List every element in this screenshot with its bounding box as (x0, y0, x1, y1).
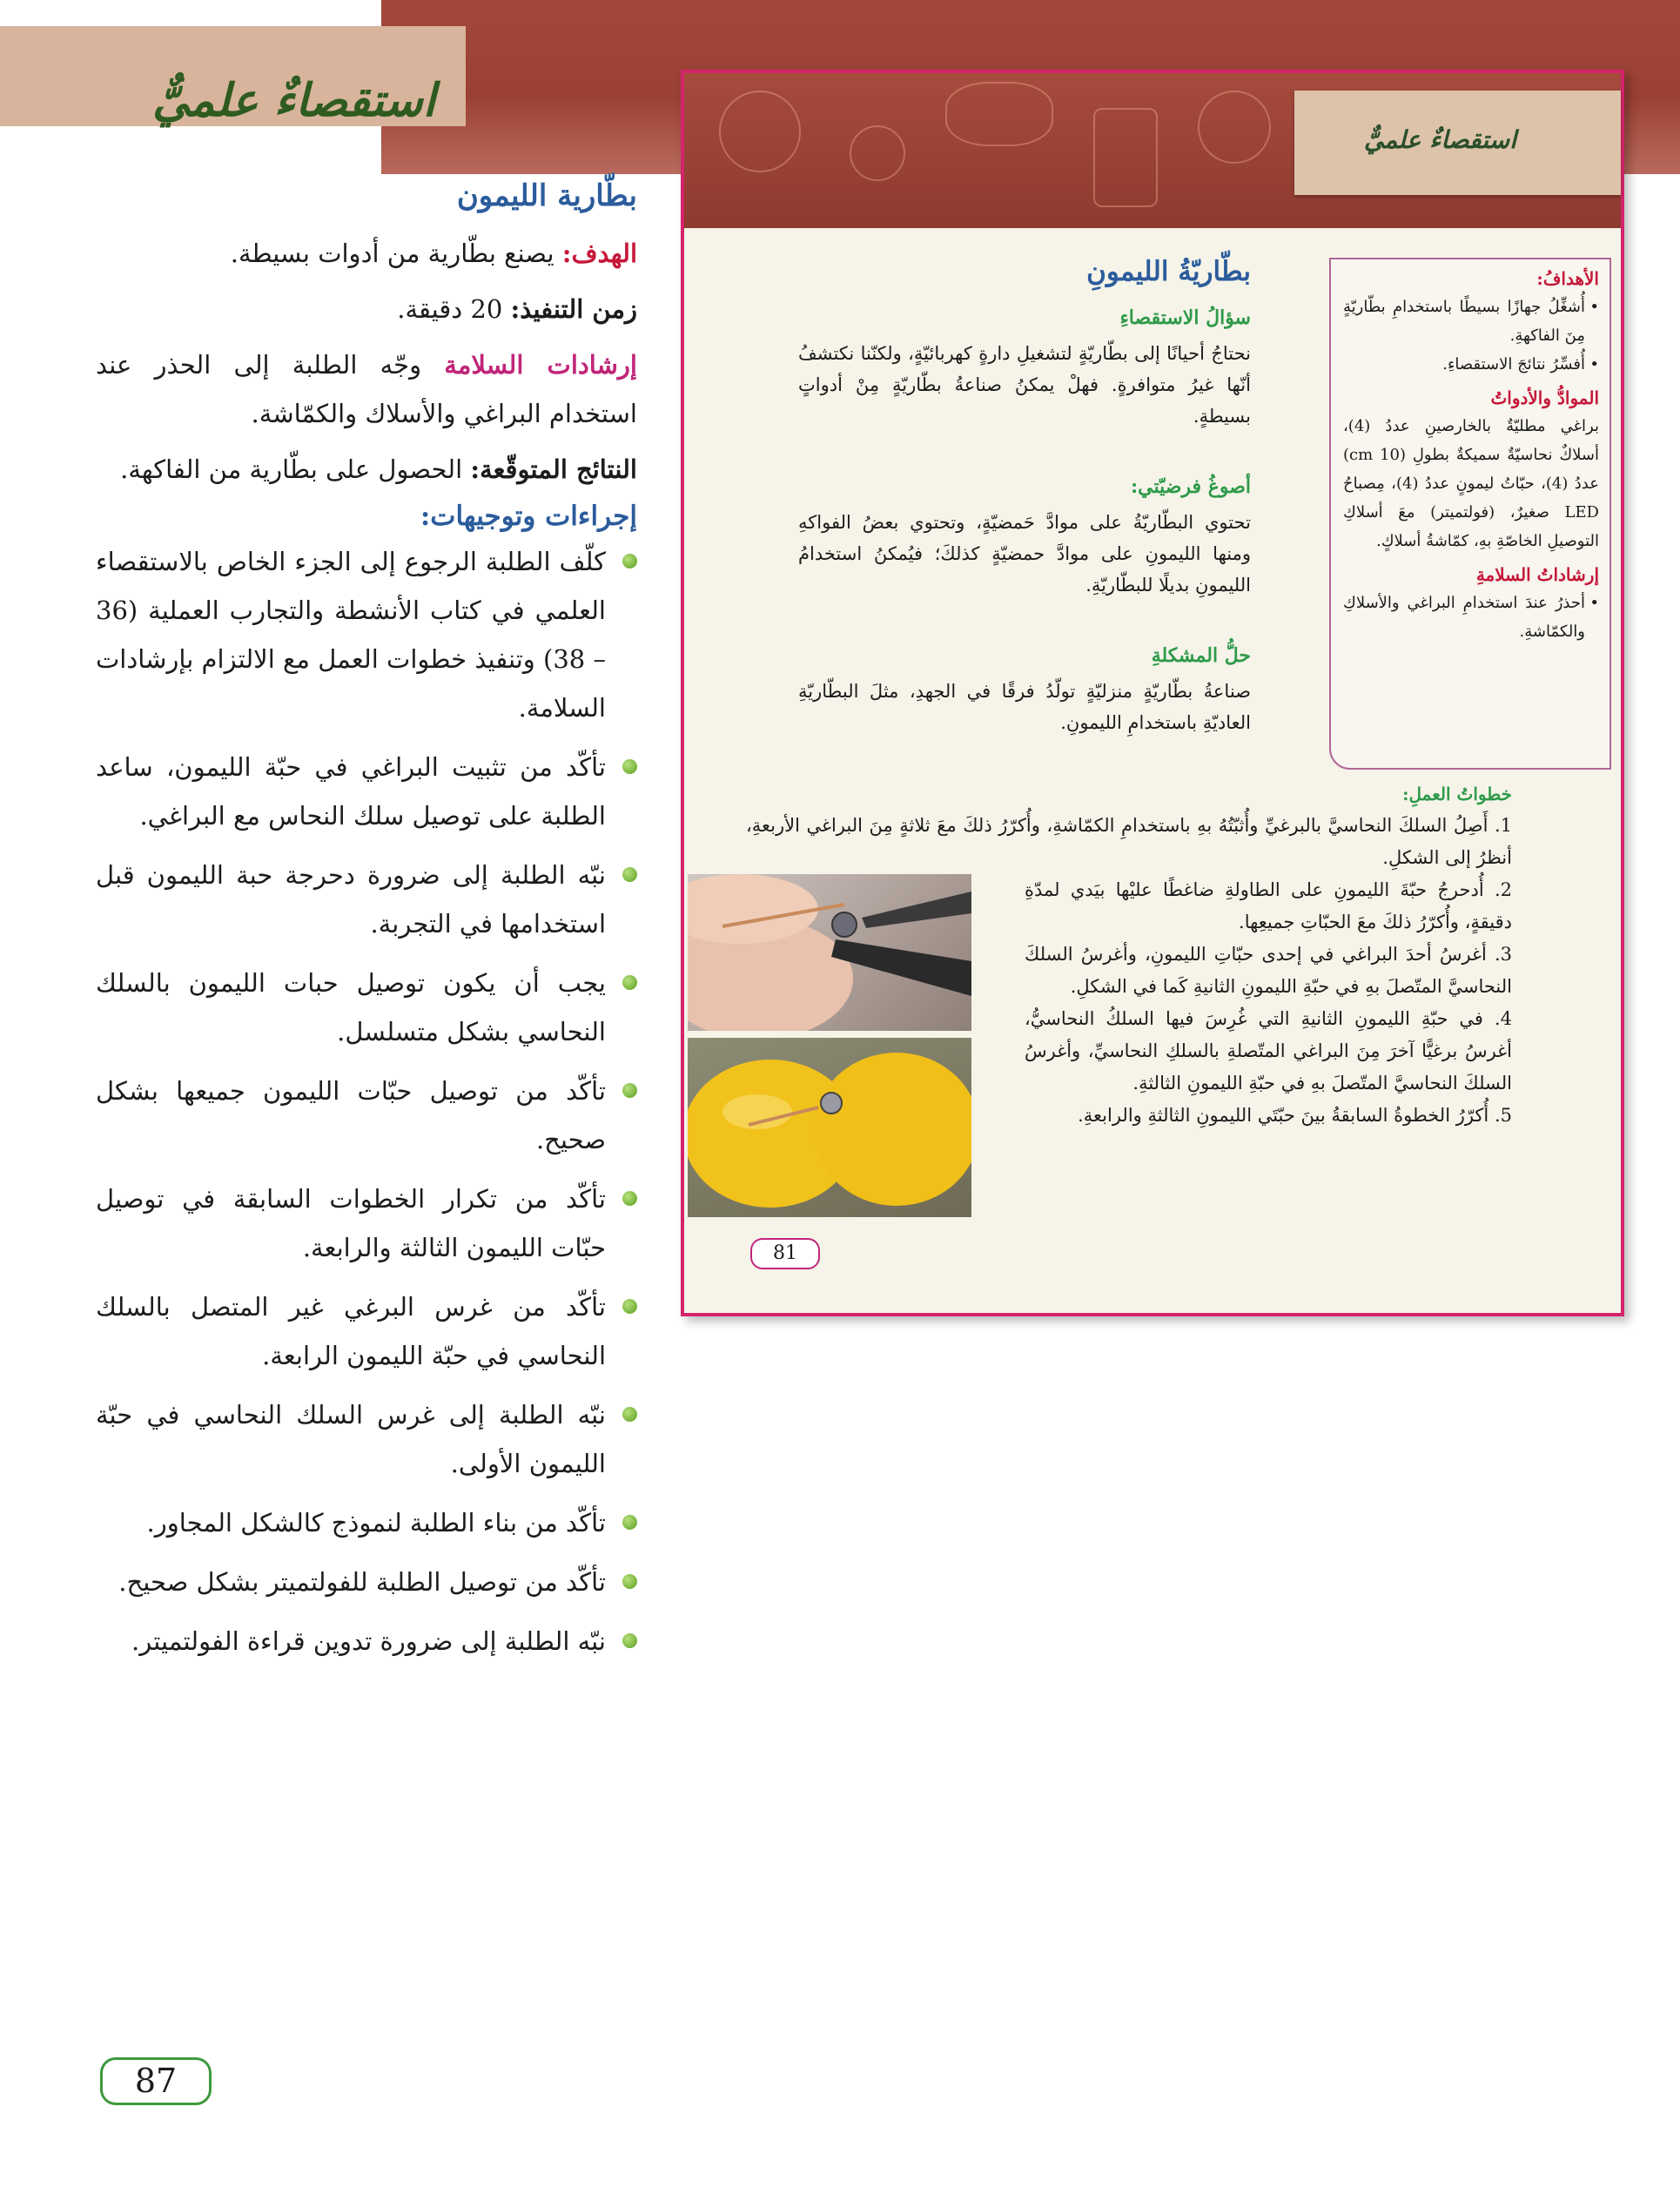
step-item: 3. أغرسُ أحدَ البراغي في إحدى حبّاتِ الليمونِ، وأغرسُ السلكَ النحاسيَّ المتّصلَ بهِ في حبّةِ الليمونِ الثانيةِ كَما في الشكلِ. (1025, 944, 1512, 997)
decor-circle (719, 91, 801, 172)
procedure-item: نبّه الطلبة إلى غرس السلك النحاسي في حبّة الليمون الأولى. (96, 1390, 637, 1488)
student-page-number: 81 (750, 1238, 820, 1269)
bullet-icon (622, 1407, 637, 1422)
bullet-icon (622, 1191, 637, 1206)
pliers-illustration (688, 874, 971, 1031)
photo-pliers-screw (688, 874, 971, 1031)
materials-text: براغي مطليّةٌ بالخارصينِ عددُ (4)، أسلاكٌ نحاسيّةٌ سميكةٌ بطولِ (10 cm) عددُ (4)، حبّاتُ ليمونٍ عددُ (4)، مِصباحُ LED صغيرٌ، (فولتميتر) معَ أسلاكِ التوصيلِ الخاصّةِ بهِ، كمّاشةُ أسلاكٍ. (1343, 417, 1599, 550)
lesson-title: بطّارية الليمون (456, 178, 637, 213)
hypothesis-title: أصوغُ فرضيّتي: (1130, 475, 1251, 498)
procedure-item: تأكّد من تثبيت البراغي في حبّة الليمون، ساعد الطلبة على توصيل سلك النحاس مع البراغي. (96, 743, 637, 840)
student-section-title: استقصاءٌ علميٌّ (1363, 125, 1516, 154)
goal-text: يصنع بطّارية من أدوات بسيطة. (230, 239, 562, 268)
bullet-icon (622, 1299, 637, 1314)
procedure-item: تأكّد من تكرار الخطوات السابقة في توصيل حبّات الليمون الثالثة والرابعة. (96, 1174, 637, 1272)
decor-shape (945, 82, 1053, 146)
bullet-icon (622, 759, 637, 774)
page-number: 87 (100, 2057, 212, 2105)
bullet-icon (622, 1574, 637, 1589)
goal-label: الهدف: (561, 239, 637, 268)
step-item: 5. أُكرّرُ الخطوةُ السابقةُ بينَ حبّتَي الليمونِ الثالثةِ والرابعةِ. (1078, 1105, 1512, 1126)
procedures-title: إجراءات وتوجيهات: (420, 501, 637, 532)
materials-title: الموادُّ والأدواتُ (1490, 387, 1599, 408)
bullet-icon (622, 554, 637, 569)
step-item: 2. أُدحرجُ حبّةَ الليمونِ على الطاولةِ ضاغطًا عليْها بيَدي لمدّةِ دقيقةٍ، وأُكرّرُ ذلكَ معَ الحبّاتِ جميعِها. (1025, 879, 1512, 932)
bullet-icon (622, 867, 637, 882)
goal-item: • أُشغِّلُ جهازًا بسيطًا باستخدامِ بطّاريّةٍ مِنَ الفاكهةِ. (1343, 293, 1599, 350)
student-page-preview (681, 70, 1624, 1316)
lemons-illustration (688, 1038, 971, 1217)
results-text: الحصول على بطّارية من الفاكهة. (120, 454, 471, 484)
bullet-icon (622, 975, 637, 990)
student-page-banner (684, 73, 1621, 228)
section-title: استقصاءٌ علميٌّ (152, 74, 436, 127)
solution-title: حلُّ المشكلةِ (1151, 644, 1251, 667)
procedure-item: تأكّد من توصيل حبّات الليمون جميعها بشكل صحيح. (96, 1067, 637, 1164)
procedure-item: نبّه الطلبة إلى ضرورة دحرجة حبة الليمون قبل استخدامها في التجربة. (96, 851, 637, 948)
safety-text: وجّه الطلبة إلى الحذر عند استخدام البراغي والأسلاك والكمّاشة. (96, 350, 637, 428)
steps-title: خطواتُ العملِ: (1402, 784, 1512, 804)
hypothesis-text: تحتوي البطّاريّةُ على موادَّ حَمضيّةٍ، وتحتوي بعضُ الفواكهِ ومنها الليمونِ على موادَّ حمضيّةٍ كذلكَ؛ فيُمكنُ استخدامُ الليمونِ بديلًا للبطّاريّةِ. (798, 512, 1251, 596)
goal-line (96, 229, 637, 278)
student-lesson-title: بطّاريّةُ الليمونِ (1086, 256, 1251, 287)
student-section-tag (1294, 91, 1621, 195)
procedure-item: يجب أن يكون توصيل حبات الليمون بالسلك النحاسي بشكل متسلسل. (96, 959, 637, 1056)
procedures-list (96, 537, 637, 1666)
procedure-item: تأكّد من بناء الطلبة لنموذج كالشكل المجاور. (96, 1498, 637, 1547)
procedure-item: نبّه الطلبة إلى ضرورة تدوين قراءة الفولتميتر. (96, 1617, 637, 1666)
bullet-icon (622, 1083, 637, 1098)
procedure-item: تأكّد من غرس البرغي غير المتصل بالسلك النحاسي في حبّة الليمون الرابعة. (96, 1282, 637, 1380)
section-tab (0, 26, 466, 126)
bullet-icon (622, 1515, 637, 1530)
procedure-item: كلّف الطلبة الرجوع إلى الجزء الخاص بالاستقصاء العلمي في كتاب الأنشطة والتجارب العملية (36 – 38) وتنفيذ خطوات العمل مع الالتزام بإرشادات السلامة. (96, 537, 637, 732)
decor-circle (850, 125, 905, 181)
safety-label: إرشادات السلامة (444, 350, 637, 380)
goals-title: الأهدافُ: (1536, 268, 1599, 289)
solution-text: صناعةُ بطّاريّةٍ منزليّةٍ تولّدُ فرقًا في الجهدِ، مثلَ البطّاريّةِ العاديّةِ باستخدامِ الليمونِ. (798, 681, 1251, 733)
time-line (96, 285, 637, 333)
results-line (96, 445, 637, 494)
procedure-item: تأكّد من توصيل الطلبة للفولتميتر بشكل صحيح. (96, 1558, 637, 1606)
question-text: نحتاجُ أحيانًا إلى بطّاريّةٍ لتشغيلِ دارةٍ كهربائيّةٍ، ولكنّنا نكتشفُ أنّها غيرُ متوافرةٍ. فهلْ يمكنُ صناعةُ بطّاريّةٍ مِنْ أدواتٍ بسيطةٍ. (798, 343, 1251, 427)
objectives-box (1329, 258, 1611, 770)
step-item: 1. أَصِلُ السلكَ النحاسيَّ بالبرغيِّ وأُثبّتُهُ بهِ باستخدامِ الكمّاشةِ، وأُكرّرُ ذلكَ معَ ثلاثةٍ مِنَ البراغي الأربعةِ، أنظرُ إلى الشكلِ. (746, 815, 1512, 868)
box-safety-item: • أحذرُ عندَ استخدامِ البراغي والأسلاكِ والكمّاشةِ. (1343, 589, 1599, 646)
time-text: 20 دقيقة. (397, 294, 511, 324)
decor-shape (1093, 108, 1158, 207)
box-safety-title: إرشاداتُ السلامةِ (1475, 564, 1599, 585)
results-label: النتائج المتوقّعة: (470, 454, 637, 484)
decor-circle (1198, 91, 1271, 164)
photo-lemons (688, 1038, 971, 1217)
safety-line (96, 340, 637, 438)
step-item: 4. في حبّةِ الليمونِ الثانيةِ التي غُرِسَ فيها السلكُ النحاسيُّ، أغرسُ برغيًّا آخرَ مِنَ البراغي المتّصلةِ بالسلكِ النحاسيِّ، وأغرسُ السلكَ النحاسيَّ المتّصلَ بهِ في حبّةِ الليمونِ الثالثةِ. (1025, 1008, 1512, 1094)
teacher-guide-column (96, 178, 637, 1676)
question-title: سؤالُ الاستقصاءِ (1119, 306, 1251, 329)
bullet-icon (622, 1633, 637, 1648)
goal-item: • أُفسِّرُ نتائجَ الاستقصاءِ. (1343, 350, 1599, 379)
time-label: زمن التنفيذ: (510, 294, 637, 324)
